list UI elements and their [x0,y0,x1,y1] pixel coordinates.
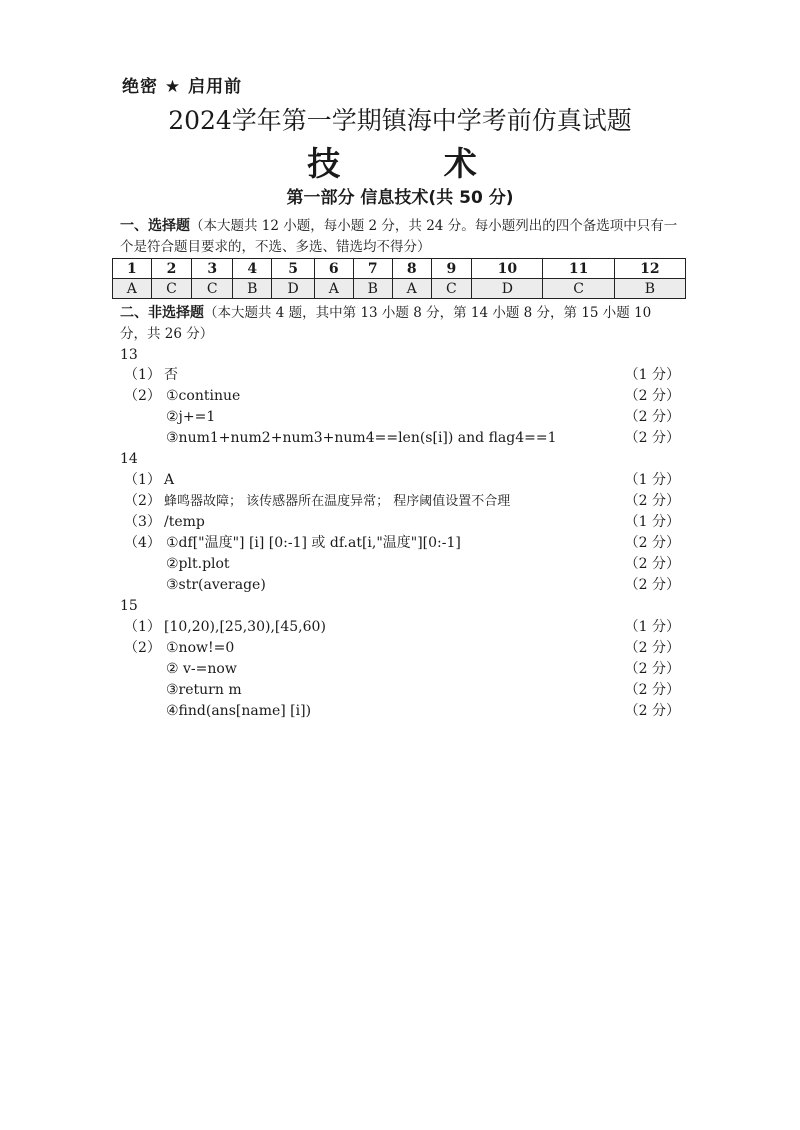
answer-text: ③num1+num2+num3+num4==len(s[i]) and flag4==1 [166,430,557,446]
answer-line [120,512,680,533]
answer-score: （2 分） [624,409,680,425]
answer-text: ② v-=now [166,661,237,677]
table-cell: 7 [353,259,392,279]
section2-title: 二、非选择题 [120,305,204,321]
table-cell: B [233,279,272,299]
answer-line [120,659,680,680]
table-cell: 2 [151,259,192,279]
table-cell: 8 [392,259,431,279]
answer-score: （2 分） [624,682,680,698]
answer-line [120,638,680,659]
table-cell: 9 [431,259,472,279]
answer-score: （2 分） [624,493,680,509]
table-cell: 12 [614,259,685,279]
answer-text: ②plt.plot [166,556,230,572]
answer-label: （1） [124,619,161,635]
table-cell: C [431,279,472,299]
answer-line [120,575,680,596]
table-cell: 1 [113,259,152,279]
table-cell: B [614,279,685,299]
answer-table [112,258,686,299]
answer-line [120,701,680,722]
answer-score: （2 分） [624,556,680,572]
table-cell: B [353,279,392,299]
subject-title: 技 术 [307,144,523,183]
question-15-number: 15 [120,598,138,614]
table-cell: 6 [314,259,353,279]
part-heading: 第一部分 信息技术(共 50 分) [286,188,514,208]
answer-text: [10,20),[25,30),[45,60) [164,619,326,635]
table-cell: D [472,279,543,299]
answer-line [120,386,680,407]
section1-note: （本大题共 12 小题，每小题 2 分，共 24 分。每小题列出的四个备选项中只有一个是符合题目要求的，不选、多选、错选均不得分） [120,218,678,255]
question-13-number: 13 [120,347,138,363]
answer-line [120,533,680,554]
answer-label: （2） [124,640,161,656]
answer-text: 否 [164,367,178,383]
table-cell: A [113,279,152,299]
answer-score: （1 分） [624,514,680,530]
table-cell: 5 [272,259,315,279]
answer-line [120,554,680,575]
question-14-number: 14 [120,451,138,467]
exam-title: 2024学年第一学期镇海中学考前仿真试题 [168,106,632,135]
answer-text: ④find(ans[name] [i]) [166,703,312,719]
answer-score: （2 分） [624,661,680,677]
answer-score: （1 分） [624,367,680,383]
answer-line [120,491,680,512]
answer-line [120,470,680,491]
section1-title: 一、选择题 [120,218,190,234]
answer-text: ②j+=1 [166,409,216,425]
answer-label: （2） [124,493,161,509]
answer-score: （2 分） [624,430,680,446]
answer-score: （1 分） [624,472,680,488]
answer-text: A [164,472,175,488]
answer-text: ③str(average) [166,577,266,593]
answer-score: （2 分） [624,703,680,719]
answer-text: ①continue [166,388,241,404]
answer-text: ③return m [166,682,242,698]
answer-score: （2 分） [624,535,680,551]
answer-score: （2 分） [624,388,680,404]
answer-score: （2 分） [624,577,680,593]
answer-table-numbers-row [113,259,686,279]
table-cell: A [392,279,431,299]
section1-heading [120,216,680,258]
table-cell: 3 [192,259,233,279]
answer-table-answers-row [113,279,686,299]
answer-text: /temp [164,514,205,530]
answer-label: （1） [124,367,161,383]
answer-text: 蜂鸣器故障； 该传感器所在温度异常； 程序阈值设置不合理 [164,494,511,509]
section2-note: （本大题共 4 题，其中第 13 小题 8 分，第 14 小题 8 分，第 15 小题 10 分，共 26 分） [120,305,652,342]
table-cell: C [151,279,192,299]
table-cell: 4 [233,259,272,279]
answer-label: （1） [124,472,161,488]
table-cell: 11 [543,259,614,279]
answer-line [120,680,680,701]
table-cell: A [314,279,353,299]
answer-label: （3） [124,514,161,530]
answer-label: （4） [124,535,161,551]
table-cell: C [543,279,614,299]
answer-score: （2 分） [624,640,680,656]
section2-heading [120,303,680,345]
answer-text: ①now!=0 [166,640,235,656]
answer-line [120,617,680,638]
table-cell: C [192,279,233,299]
answer-line [120,428,680,449]
confidential-mark: 绝密 ★ 启用前 [122,77,243,97]
answer-label: （2） [124,388,161,404]
table-cell: D [272,279,315,299]
answer-line [120,365,680,386]
answer-score: （1 分） [624,619,680,635]
answer-line [120,407,680,428]
table-cell: 10 [472,259,543,279]
answer-text: ①df["温度"] [i] [0:-1] 或 df.at[i,"温度"][0:-1] [166,535,461,551]
